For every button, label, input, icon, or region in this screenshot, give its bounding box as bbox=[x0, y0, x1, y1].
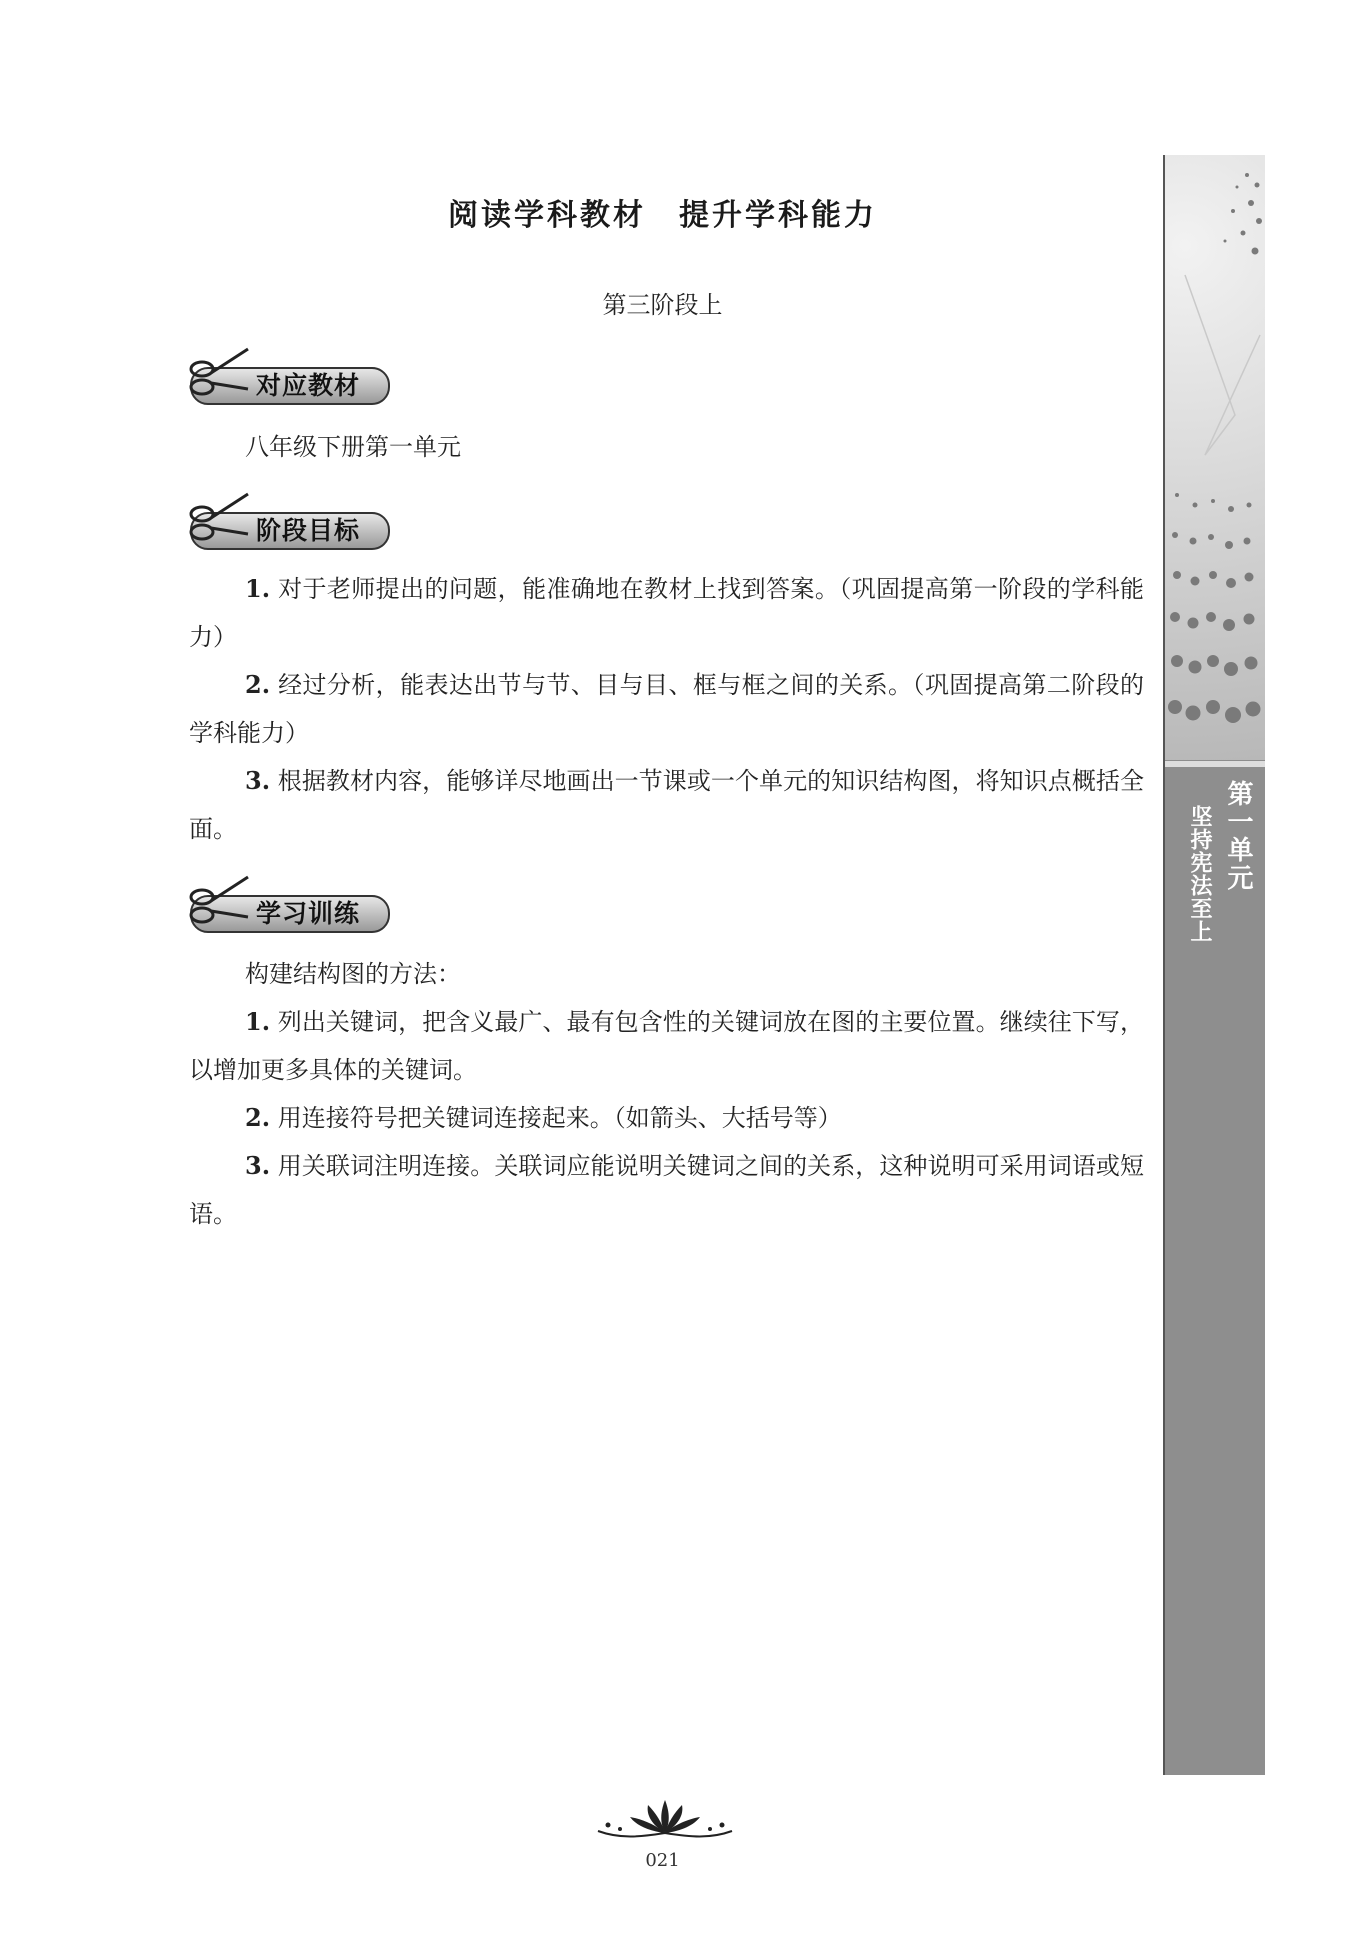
goal-number: 3. bbox=[245, 766, 271, 795]
scissors-icon bbox=[186, 873, 266, 933]
section-heading-training bbox=[186, 873, 406, 937]
goal-number: 2. bbox=[245, 670, 271, 699]
training-number: 2. bbox=[245, 1103, 271, 1132]
page-number: 021 bbox=[645, 1850, 680, 1871]
halftone-dots-graphic bbox=[1165, 155, 1265, 760]
goal-item bbox=[189, 661, 1144, 757]
goal-number: 1. bbox=[245, 574, 271, 603]
goal-text: 经过分析，能表达出节与节、目与目、框与框之间的关系。（巩固提高第二阶段的学科能力） bbox=[189, 671, 1144, 747]
materials-text: 八年级下册第一单元 bbox=[245, 433, 461, 461]
sidebar-divider bbox=[1165, 761, 1265, 767]
unit-label: 第一单元 bbox=[1223, 780, 1253, 892]
unit-title: 坚持宪法至上 bbox=[1187, 805, 1212, 943]
training-text: 列出关键词，把含义最广、最有包含性的关键词放在图的主要位置。继续往下写，以增加更多具体的关键词。 bbox=[189, 1008, 1144, 1084]
footer-ornament-icon bbox=[590, 1795, 740, 1845]
training-number: 1. bbox=[245, 1007, 271, 1036]
scissors-icon bbox=[186, 345, 266, 405]
page-title: 阅读学科教材 提升学科能力 bbox=[448, 198, 877, 233]
training-item bbox=[189, 1094, 1144, 1142]
section-heading-goals bbox=[186, 490, 406, 554]
training-text: 用连接符号把关键词连接起来。（如箭头、大括号等） bbox=[277, 1104, 842, 1132]
section-heading-label: 对应教材 bbox=[256, 371, 361, 400]
unit-sidebar bbox=[1163, 155, 1265, 1775]
training-item bbox=[189, 998, 1144, 1094]
goal-text: 对于老师提出的问题，能准确地在教材上找到答案。（巩固提高第一阶段的学科能力） bbox=[189, 575, 1144, 651]
page-subtitle: 第三阶段上 bbox=[602, 291, 723, 319]
goal-item bbox=[189, 565, 1144, 661]
scissors-icon bbox=[186, 490, 266, 550]
training-text: 用关联词注明连接。关联词应能说明关键词之间的关系，这种说明可采用词语或短语。 bbox=[189, 1152, 1144, 1228]
training-item bbox=[189, 1142, 1144, 1238]
training-intro: 构建结构图的方法： bbox=[245, 960, 461, 988]
goal-item bbox=[189, 757, 1144, 853]
section-heading-materials bbox=[186, 345, 406, 409]
halftone-pattern bbox=[1165, 155, 1265, 760]
training-number: 3. bbox=[245, 1151, 271, 1180]
section-heading-label: 阶段目标 bbox=[256, 516, 361, 545]
goal-text: 根据教材内容，能够详尽地画出一节课或一个单元的知识结构图，将知识点概括全面。 bbox=[189, 767, 1144, 843]
section-heading-label: 学习训练 bbox=[256, 899, 361, 928]
